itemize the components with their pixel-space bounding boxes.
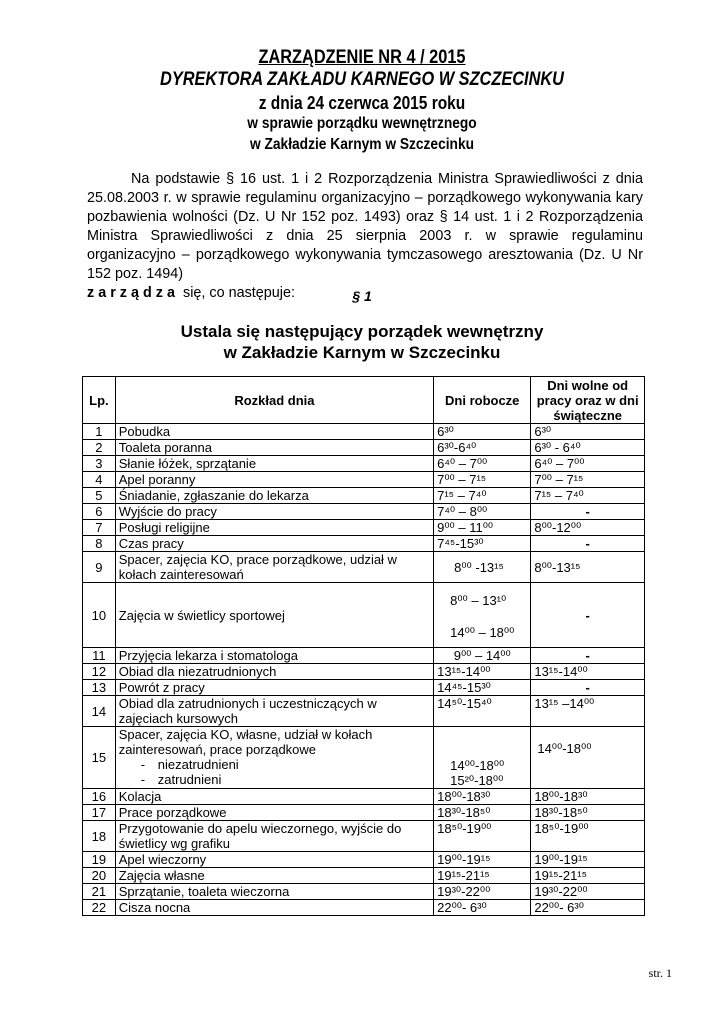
row-activity — [115, 520, 433, 536]
table-row — [83, 789, 645, 805]
row-workdays — [434, 536, 531, 552]
decree-date: z dnia 24 czerwca 2015 roku — [258, 93, 466, 113]
row-number: 3 — [83, 456, 116, 472]
row-free-days — [531, 789, 645, 805]
table-row — [83, 852, 645, 868]
row-activity — [115, 648, 433, 664]
free-days-time: 13¹⁵-14⁰⁰ — [534, 664, 588, 679]
row-number: 20 — [83, 868, 116, 884]
row-free-days — [531, 696, 645, 727]
decree-rest: się, co następuje: — [179, 285, 295, 301]
row-activity — [115, 424, 433, 440]
workdays-time: 19¹⁵-21¹⁵ — [437, 868, 490, 883]
activity-text: Apel poranny — [118, 472, 196, 487]
workdays-time-2: 15²⁰-18⁰⁰ — [450, 773, 504, 788]
activity-text: Spacer, zajęcia KO, własne, udział w kołach zainteresowań, prace porządkowe — [118, 727, 373, 757]
activity-text: Obiad dla zatrudnionych i uczestniczących w zajęciach kursowych — [118, 696, 377, 726]
row-activity — [115, 488, 433, 504]
row-workdays — [434, 789, 531, 805]
row-number: 21 — [83, 884, 116, 900]
free-days-time: 8⁰⁰-13¹⁵ — [534, 559, 581, 575]
workdays-time: 7¹⁵ – 7⁴⁰ — [437, 488, 487, 503]
activity-text: Spacer, zajęcia KO, prace porządkowe, udział w kołach zainteresowań — [118, 552, 397, 582]
row-free-days — [531, 648, 645, 664]
table-row — [83, 504, 645, 520]
activity-subitem-label: niezatrudnieni — [157, 757, 239, 772]
row-number: 17 — [83, 805, 116, 821]
activity-text: Zajęcia w świetlicy sportowej — [118, 607, 285, 623]
table-row — [83, 552, 645, 583]
table-row — [83, 805, 645, 821]
table-row — [83, 680, 645, 696]
workdays-time: 7⁴⁵-15³⁰ — [437, 536, 484, 551]
free-days-time: - — [585, 648, 590, 663]
row-workdays — [434, 424, 531, 440]
row-number: 22 — [83, 900, 116, 916]
table-row — [83, 664, 645, 680]
free-days-time: 7¹⁵ – 7⁴⁰ — [534, 488, 584, 503]
activity-text: Zajęcia własne — [118, 868, 205, 883]
row-free-days — [531, 583, 645, 648]
decree-number: ZARZĄDZENIE NR 4 / 2015 — [258, 47, 466, 68]
free-days-time: - — [585, 536, 590, 551]
activity-text: Wyjście do pracy — [118, 504, 217, 519]
workdays-time: 18³⁰-18⁵⁰ — [437, 805, 491, 820]
activity-text: Prace porządkowe — [118, 805, 227, 820]
free-days-time: - — [585, 680, 590, 695]
row-activity — [115, 536, 433, 552]
activity-text: Pobudka — [118, 424, 171, 439]
decree-subject: w sprawie porządku wewnętrznego — [247, 115, 477, 132]
row-free-days — [531, 900, 645, 916]
activity-text: Obiad dla niezatrudnionych — [118, 664, 277, 679]
row-workdays — [434, 472, 531, 488]
schedule-table — [82, 376, 645, 916]
workdays-time: 6⁴⁰ – 7⁰⁰ — [437, 456, 488, 471]
row-activity — [115, 440, 433, 456]
workdays-time: 7⁰⁰ – 7¹⁵ — [437, 472, 487, 487]
activity-subitem: - niezatrudnieni — [140, 757, 239, 772]
free-days-time: - — [585, 607, 590, 623]
row-free-days — [531, 680, 645, 696]
workdays-time: 7⁴⁰ – 8⁰⁰ — [437, 504, 488, 519]
row-free-days — [531, 664, 645, 680]
free-days-time: 19¹⁵-21¹⁵ — [534, 868, 588, 883]
schedule-title-line1: Ustala się następujący porządek wewnętrzny — [180, 322, 544, 341]
activity-text: Toaleta poranna — [118, 440, 212, 455]
table-row — [83, 440, 645, 456]
row-activity — [115, 884, 433, 900]
workdays-time: 19⁰⁰-19¹⁵ — [437, 852, 491, 867]
row-activity — [115, 727, 433, 789]
row-number: 4 — [83, 472, 116, 488]
row-free-days — [531, 472, 645, 488]
row-workdays — [434, 884, 531, 900]
workdays-time: 19³⁰-22⁰⁰ — [437, 884, 491, 899]
header-activity: Rozkład dnia — [115, 377, 433, 424]
free-days-time: 22⁰⁰- 6³⁰ — [534, 900, 584, 915]
row-workdays — [434, 900, 531, 916]
row-free-days — [531, 504, 645, 520]
page-number: str. 1 — [648, 966, 672, 980]
row-workdays — [434, 488, 531, 504]
row-free-days — [531, 520, 645, 536]
table-row — [83, 456, 645, 472]
activity-text: Sprzątanie, toaleta wieczorna — [118, 884, 290, 899]
row-free-days — [531, 852, 645, 868]
activity-text: Przyjęcia lekarza i stomatologa — [118, 648, 298, 663]
workdays-time: 14⁵⁰-15⁴⁰ — [437, 696, 492, 711]
workdays-time: 9⁰⁰ – 11⁰⁰ — [437, 520, 494, 535]
row-activity — [115, 852, 433, 868]
activity-text: Kolacja — [118, 789, 162, 804]
free-days-time: 18⁵⁰-19⁰⁰ — [534, 821, 589, 836]
activity-text: Śniadanie, zgłaszanie do lekarza — [118, 488, 309, 503]
free-days-time: 7⁰⁰ – 7¹⁵ — [534, 472, 584, 487]
free-days-time: 18⁰⁰-18³⁰ — [534, 789, 588, 804]
table-row — [83, 583, 645, 648]
row-free-days — [531, 424, 645, 440]
free-days-time: 13¹⁵ –14⁰⁰ — [534, 696, 595, 711]
row-number: 5 — [83, 488, 116, 504]
row-workdays — [434, 805, 531, 821]
table-row — [83, 727, 645, 789]
table-row — [83, 821, 645, 852]
free-days-time: 6⁴⁰ – 7⁰⁰ — [534, 456, 585, 471]
row-number: 2 — [83, 440, 116, 456]
activity-text: Przygotowanie do apelu wieczornego, wyjście do świetlicy wg grafiku — [118, 821, 402, 851]
table-header-row — [83, 377, 645, 424]
free-days-time: 6³⁰ - 6⁴⁰ — [534, 440, 581, 455]
row-activity — [115, 552, 433, 583]
row-number: 16 — [83, 789, 116, 805]
row-workdays — [434, 456, 531, 472]
row-number: 11 — [83, 648, 116, 664]
free-days-time: 8⁰⁰-12⁰⁰ — [534, 520, 582, 535]
decree-word: zarządza — [87, 285, 179, 301]
table-row — [83, 520, 645, 536]
workdays-time: 18⁰⁰-18³⁰ — [437, 789, 491, 804]
free-days-time: 14⁰⁰-18⁰⁰ — [537, 741, 592, 756]
workdays-time: 6³⁰ — [437, 424, 454, 439]
row-workdays — [434, 583, 531, 648]
row-number: 1 — [83, 424, 116, 440]
row-free-days — [531, 488, 645, 504]
legal-basis-paragraph — [87, 170, 643, 303]
row-number: 13 — [83, 680, 116, 696]
row-workdays — [434, 648, 531, 664]
row-number: 12 — [83, 664, 116, 680]
table-row — [83, 536, 645, 552]
row-activity — [115, 664, 433, 680]
row-number: 8 — [83, 536, 116, 552]
row-workdays — [434, 680, 531, 696]
activity-text: Apel wieczorny — [118, 852, 207, 867]
row-number: 6 — [83, 504, 116, 520]
workdays-time: 8⁰⁰ -13¹⁵ — [454, 559, 504, 575]
row-workdays — [434, 552, 531, 583]
row-activity — [115, 868, 433, 884]
table-row — [83, 868, 645, 884]
row-number: 18 — [83, 821, 116, 852]
table-row — [83, 648, 645, 664]
workdays-time-2: 14⁰⁰ – 18⁰⁰ — [450, 625, 515, 640]
issuer: DYREKTORA ZAKŁADU KARNEGO W SZCZECINKU — [160, 69, 564, 90]
row-workdays — [434, 664, 531, 680]
activity-text: Cisza nocna — [118, 900, 191, 915]
activity-text: Słanie łóżek, sprzątanie — [118, 456, 257, 471]
row-workdays — [434, 852, 531, 868]
row-activity — [115, 805, 433, 821]
decree-subject-place: w Zakładzie Karnym w Szczecinku — [249, 136, 475, 153]
header-free-days: Dni wolne od pracy oraz w dni świąteczne — [531, 377, 645, 424]
free-days-time: - — [585, 504, 590, 519]
table-row — [83, 884, 645, 900]
table-row — [83, 424, 645, 440]
row-workdays — [434, 440, 531, 456]
table-row — [83, 900, 645, 916]
row-workdays — [434, 696, 531, 727]
row-number: 9 — [83, 552, 116, 583]
row-workdays — [434, 727, 531, 789]
row-workdays — [434, 504, 531, 520]
row-number: 14 — [83, 696, 116, 727]
activity-text: Czas pracy — [118, 536, 184, 551]
row-number: 10 — [83, 583, 116, 648]
row-number: 7 — [83, 520, 116, 536]
schedule-title-line2: w Zakładzie Karnym w Szczecinku — [223, 343, 501, 362]
workdays-time: 14⁰⁰-18⁰⁰ — [450, 758, 505, 773]
activity-text: Posługi religijne — [118, 520, 210, 535]
workdays-time: 14⁴⁵-15³⁰ — [437, 680, 491, 695]
row-activity — [115, 583, 433, 648]
free-days-time: 18³⁰-18⁵⁰ — [534, 805, 588, 820]
row-free-days — [531, 805, 645, 821]
row-free-days — [531, 868, 645, 884]
row-workdays — [434, 520, 531, 536]
row-workdays — [434, 868, 531, 884]
workdays-time: 13¹⁵-14⁰⁰ — [437, 664, 491, 679]
activity-subitem: - zatrudnieni — [140, 772, 222, 787]
row-number: 19 — [83, 852, 116, 868]
row-activity — [115, 789, 433, 805]
table-row — [83, 696, 645, 727]
row-activity — [115, 456, 433, 472]
row-workdays — [434, 821, 531, 852]
row-free-days — [531, 821, 645, 852]
row-free-days — [531, 440, 645, 456]
workdays-time: 18⁵⁰-19⁰⁰ — [437, 821, 492, 836]
row-number: 15 — [83, 727, 116, 789]
row-free-days — [531, 884, 645, 900]
row-activity — [115, 472, 433, 488]
workdays-time: 22⁰⁰- 6³⁰ — [437, 900, 487, 915]
row-activity — [115, 696, 433, 727]
table-row — [83, 488, 645, 504]
row-activity — [115, 900, 433, 916]
row-activity — [115, 821, 433, 852]
free-days-time: 6³⁰ — [534, 424, 552, 439]
workdays-time: 8⁰⁰ – 13¹⁰ — [450, 593, 507, 608]
activity-text: Powrót z pracy — [118, 680, 205, 695]
row-free-days — [531, 552, 645, 583]
header-lp: Lp. — [83, 377, 116, 424]
header-workdays: Dni robocze — [434, 377, 531, 424]
paragraph-mark: § 1 — [352, 288, 372, 304]
table-row — [83, 472, 645, 488]
schedule-body — [83, 424, 645, 916]
workdays-time: 9⁰⁰ – 14⁰⁰ — [453, 648, 511, 663]
legal-basis-text: Na podstawie § 16 ust. 1 i 2 Rozporządzenia Ministra Sprawiedliwości z dnia 25.08.2003 r. w sprawie regulaminu organizacyjno – porządkowego wykonywania kary pozbawienia wolności (Dz. U Nr 152 poz. 1493) oraz § 14 ust. 1 i 2 Rozporządzenia Ministra Sprawiedliwości z dnia 25 sierpnia 2003 r. w sprawie regulaminu organizacyjno – porządkowego wykonywania tymczasowego aresztowania (Dz. U Nr 152 poz. 1494) — [87, 171, 643, 282]
row-free-days — [531, 536, 645, 552]
row-activity — [115, 680, 433, 696]
row-free-days — [531, 727, 645, 789]
free-days-time: 19⁰⁰-19¹⁵ — [534, 852, 588, 867]
workdays-time: 6³⁰-6⁴⁰ — [437, 440, 477, 455]
row-activity — [115, 504, 433, 520]
free-days-time: 19³⁰-22⁰⁰ — [534, 884, 588, 899]
activity-subitem-label: zatrudnieni — [157, 772, 222, 787]
row-free-days — [531, 456, 645, 472]
